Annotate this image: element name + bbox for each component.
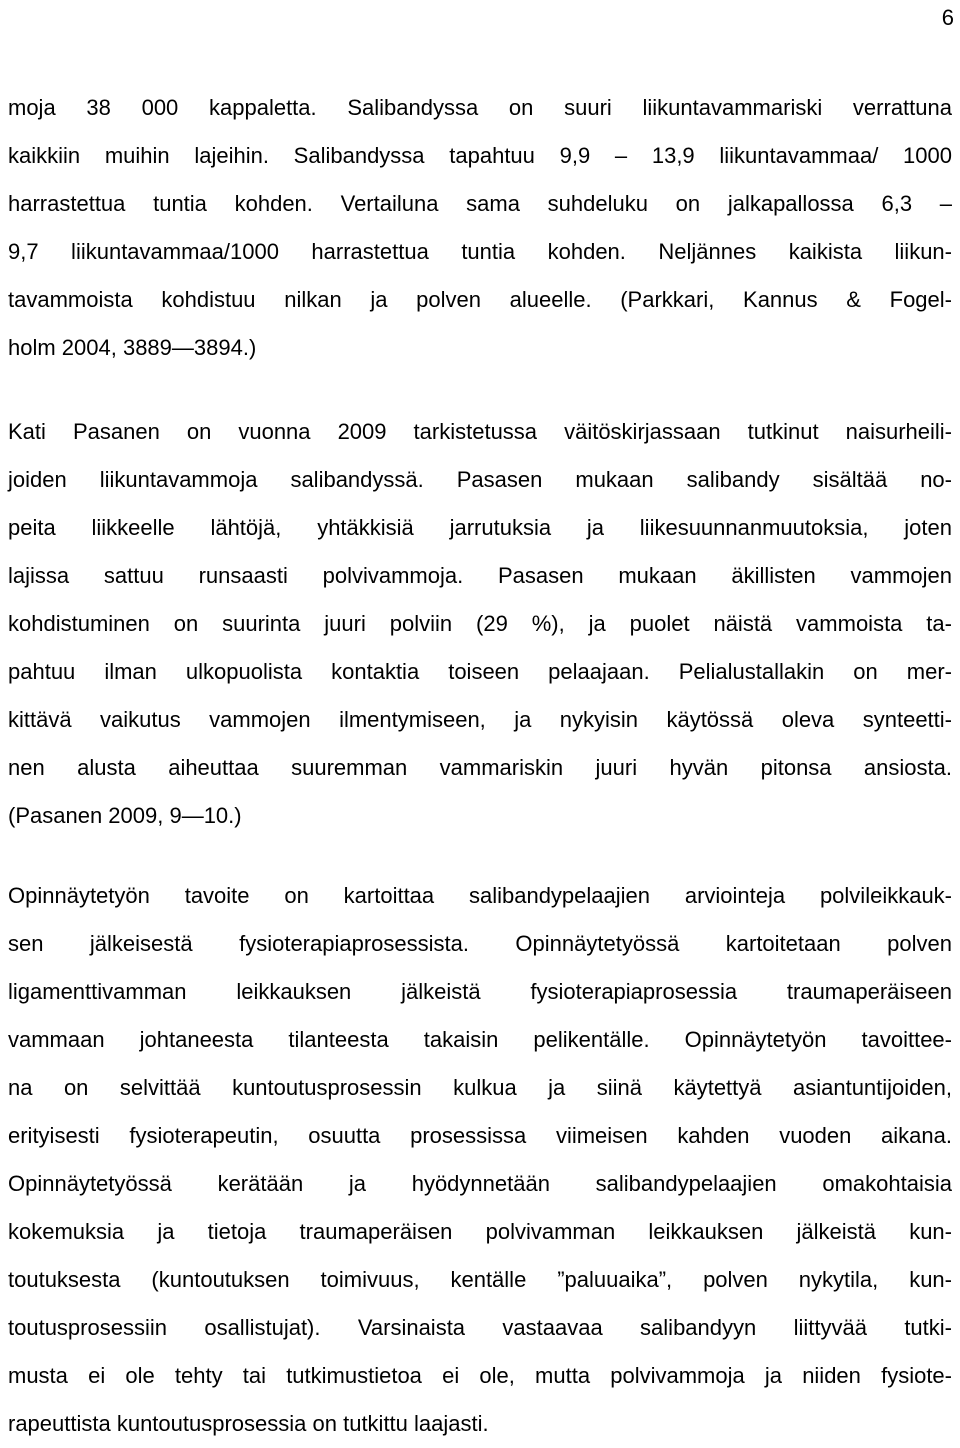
text-line: vammaan johtaneesta tilanteesta takaisin pelikentälle. Opinnäytetyön tavoittee- (8, 1027, 952, 1052)
text-line: musta ei ole tehty tai tutkimustietoa ei ole, mutta polvivammoja ja niiden fysiote- (8, 1363, 952, 1388)
text-line: kohdistuminen on suurinta juuri polviin (29 %), ja puolet näistä vammoista ta- (8, 611, 952, 636)
text-line: kittävä vaikutus vammojen ilmentymiseen, ja nykyisin käytössä oleva synteetti- (8, 707, 952, 732)
page-number: 6 (941, 5, 954, 30)
text-line: toutuksesta (kuntoutuksen toimivuus, kentälle ”paluuaika”, polven nykytila, kun- (8, 1267, 952, 1292)
text-line: peita liikkeelle lähtöjä, yhtäkkisiä jarrutuksia ja liikesuunnanmuutoksia, joten (8, 515, 952, 540)
paragraph-pasanen-study (8, 408, 952, 840)
text-line: rapeuttista kuntoutusprosessia on tutkittu laajasti. (8, 1411, 489, 1436)
text-line: joiden liikuntavammoja salibandyssä. Pasasen mukaan salibandy sisältää no- (8, 467, 952, 492)
text-line: na on selvittää kuntoutusprosessin kulkua ja siinä käytettyä asiantuntijoiden, (8, 1075, 952, 1100)
text-line: sen jälkeisestä fysioterapiaprosessista. Opinnäytetyössä kartoitetaan polven (8, 931, 952, 956)
text-line: harrastettua tuntia kohden. Vertailuna sama suhdeluku on jalkapallossa 6,3 – (8, 191, 952, 216)
paragraph-thesis-objective (8, 872, 952, 1448)
text-line: toutusprosessiin osallistujat). Varsinaista vastaavaa salibandyyn liittyvää tutki- (8, 1315, 952, 1340)
text-line: tavammoista kohdistuu nilkan ja polven alueelle. (Parkkari, Kannus & Fogel- (8, 287, 952, 312)
text-line: nen alusta aiheuttaa suuremman vammariskin juuri hyvän pitonsa ansiosta. (8, 755, 952, 780)
text-line: Opinnäytetyön tavoite on kartoittaa salibandypelaajien arviointeja polvileikkauk- (8, 883, 952, 908)
text-line: (Pasanen 2009, 9—10.) (8, 803, 242, 828)
text-line: pahtuu ilman ulkopuolista kontaktia toiseen pelaajaan. Pelialustallakin on mer- (8, 659, 952, 684)
text-line: ligamenttivamman leikkauksen jälkeistä fysioterapiaprosessia traumaperäiseen (8, 979, 952, 1004)
text-line: Opinnäytetyössä kerätään ja hyödynnetään salibandypelaajien omakohtaisia (8, 1171, 952, 1196)
text-line: kaikkiin muihin lajeihin. Salibandyssa tapahtuu 9,9 – 13,9 liikuntavammaa/ 1000 (8, 143, 952, 168)
text-line: moja 38 000 kappaletta. Salibandyssa on suuri liikuntavammariski verrattuna (8, 95, 952, 120)
text-line: lajissa sattuu runsaasti polvivammoja. Pasasen mukaan äkillisten vammojen (8, 563, 952, 588)
text-line: holm 2004, 3889—3894.) (8, 335, 257, 360)
text-line: erityisesti fysioterapeutin, osuutta prosessissa viimeisen kahden vuoden aikana. (8, 1123, 952, 1148)
paragraph-injury-statistics (8, 84, 952, 372)
text-line: 9,7 liikuntavammaa/1000 harrastettua tuntia kohden. Neljännes kaikista liikun- (8, 239, 952, 264)
text-line: Kati Pasanen on vuonna 2009 tarkistetussa väitöskirjassaan tutkinut naisurheili- (8, 419, 952, 444)
text-line: kokemuksia ja tietoja traumaperäisen polvivamman leikkauksen jälkeistä kun- (8, 1219, 952, 1244)
